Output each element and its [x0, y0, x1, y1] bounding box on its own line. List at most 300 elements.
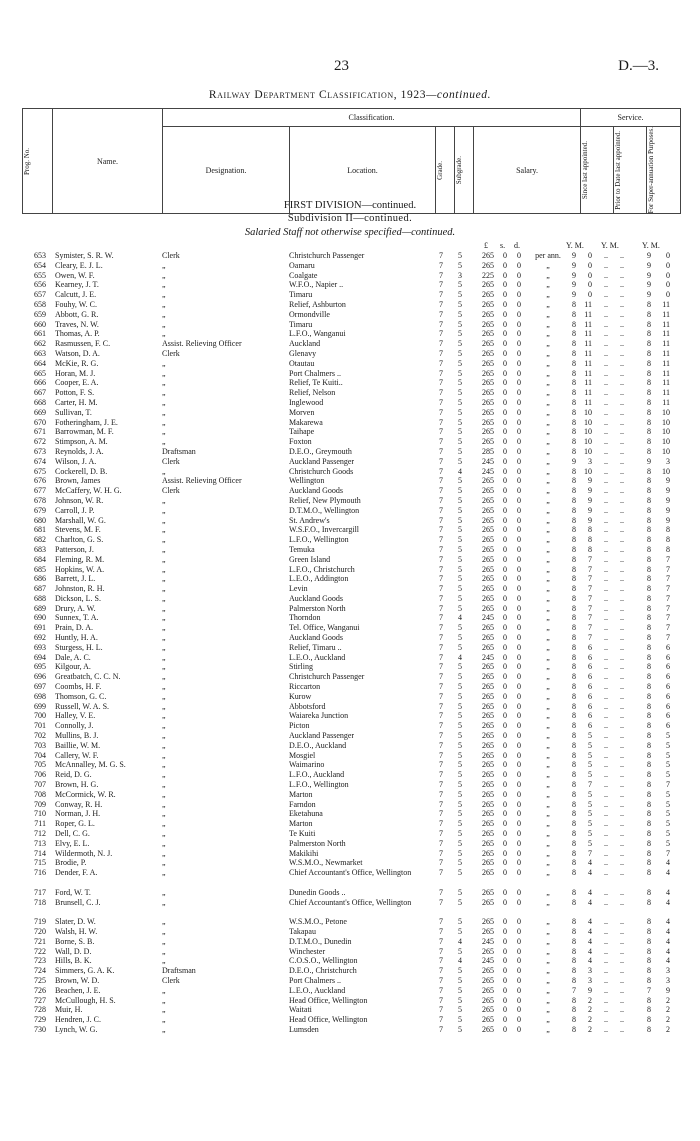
- cell-sal: 265: [482, 995, 494, 1005]
- cell-name: Abbott, G. R.: [55, 309, 99, 319]
- cell-fm: 10: [662, 446, 670, 456]
- cell-gr: 7: [439, 505, 443, 515]
- cell-sm: 11: [584, 388, 592, 398]
- cell-pm: ..: [620, 358, 624, 368]
- cell-fy: 9: [647, 260, 651, 270]
- cell-des: „: [162, 417, 166, 427]
- cell-loc: Tel. Office, Wanganui: [289, 623, 360, 633]
- cell-des: „: [162, 388, 166, 398]
- cell-gr: 7: [439, 339, 443, 349]
- cell-des: „: [162, 437, 166, 447]
- cell-name: Russell, W. A. S.: [55, 701, 110, 711]
- cell-fm: 11: [662, 368, 670, 378]
- cell-sm: 11: [584, 348, 592, 358]
- cell-sal: 265: [482, 251, 494, 260]
- cell-d: 0: [517, 956, 521, 966]
- cell-gr: 7: [439, 407, 443, 417]
- cell-sg: 5: [458, 926, 462, 936]
- cell-sm: 2: [588, 1024, 592, 1034]
- cell-s: 0: [503, 858, 507, 868]
- cell-gr: 7: [439, 858, 443, 868]
- cell-loc: Dunedin Goods ..: [289, 887, 346, 897]
- cell-pm: ..: [620, 446, 624, 456]
- subdivision-heading: Subdivision II—continued.: [287, 213, 413, 224]
- cell-fy: 8: [647, 525, 651, 535]
- cell-name: Callery, W. F.: [55, 750, 99, 760]
- cell-d: 0: [517, 593, 521, 603]
- cell-loc: D.E.O., Christchurch: [289, 966, 357, 976]
- cell-sy: 8: [572, 554, 576, 564]
- cell-d: 0: [517, 603, 521, 613]
- cell-sy: 8: [572, 574, 576, 584]
- cell-gr: 7: [439, 887, 443, 897]
- cell-s: 0: [503, 407, 507, 417]
- cell-sm: 3: [588, 966, 592, 976]
- cell-des: „: [162, 652, 166, 662]
- cell-pm: ..: [620, 633, 624, 643]
- cell-des: „: [162, 1005, 166, 1015]
- cell-no: 707: [34, 780, 46, 790]
- cell-fy: 8: [647, 603, 651, 613]
- cell-sg: 5: [458, 633, 462, 643]
- cell-sg: 5: [458, 290, 462, 300]
- cell-gr: 7: [439, 358, 443, 368]
- cell-sg: 5: [458, 731, 462, 741]
- cell-py: ..: [604, 652, 608, 662]
- cell-s: 0: [503, 466, 507, 476]
- cell-py: ..: [604, 936, 608, 946]
- cell-s: 0: [503, 319, 507, 329]
- cell-sm: 6: [588, 652, 592, 662]
- cell-d: 0: [517, 446, 521, 456]
- cell-sm: 11: [584, 319, 592, 329]
- cell-no: 706: [34, 770, 46, 780]
- cell-d: 0: [517, 701, 521, 711]
- table-row: [0, 868, 700, 888]
- cell-s: 0: [503, 437, 507, 447]
- cell-s: 0: [503, 280, 507, 290]
- cell-sal: 265: [482, 525, 494, 535]
- cell-sal: 245: [482, 466, 494, 476]
- cell-gr: 7: [439, 309, 443, 319]
- table-row: [0, 809, 700, 819]
- cell-name: McCormick, W. R.: [55, 789, 116, 799]
- cell-sm: 7: [588, 613, 592, 623]
- cell-sal: 265: [482, 280, 494, 290]
- cell-fy: 8: [647, 946, 651, 956]
- cell-sal: 265: [482, 564, 494, 574]
- cell-sal: 265: [482, 348, 494, 358]
- cell-fy: 8: [647, 975, 651, 985]
- cell-fm: 4: [666, 926, 670, 936]
- cell-gr: 7: [439, 613, 443, 623]
- cell-name: Stevens, M. F.: [55, 525, 101, 535]
- cell-sy: 8: [572, 486, 576, 496]
- cell-sg: 5: [458, 446, 462, 456]
- cell-s: 0: [503, 662, 507, 672]
- cell-sm: 10: [584, 437, 592, 447]
- cell-no: 664: [34, 358, 46, 368]
- cell-d: 0: [517, 544, 521, 554]
- cell-pm: ..: [620, 280, 624, 290]
- cell-no: 681: [34, 525, 46, 535]
- cell-sal: 265: [482, 985, 494, 995]
- cell-des: „: [162, 887, 166, 897]
- cell-sm: 3: [588, 975, 592, 985]
- cell-loc: Auckland: [289, 339, 321, 349]
- cell-sy: 8: [572, 995, 576, 1005]
- cell-sal: 265: [482, 417, 494, 427]
- cell-per: „: [546, 917, 550, 927]
- cell-sy: 8: [572, 299, 576, 309]
- cell-des: „: [162, 397, 166, 407]
- cell-s: 0: [503, 633, 507, 643]
- cell-d: 0: [517, 936, 521, 946]
- cell-d: 0: [517, 388, 521, 398]
- cell-d: 0: [517, 780, 521, 790]
- cell-loc: Stirling: [289, 662, 314, 672]
- cell-gr: 7: [439, 603, 443, 613]
- cell-sm: 5: [588, 770, 592, 780]
- cell-no: 677: [34, 486, 46, 496]
- cell-sal: 265: [482, 378, 494, 388]
- cell-gr: 7: [439, 427, 443, 437]
- cell-sm: 0: [588, 290, 592, 300]
- table-row: [0, 898, 700, 918]
- cell-pm: ..: [620, 917, 624, 927]
- cell-fy: 7: [647, 985, 651, 995]
- cell-gr: 7: [439, 368, 443, 378]
- cell-gr: 7: [439, 995, 443, 1005]
- cell-gr: 7: [439, 515, 443, 525]
- cell-s: 0: [503, 868, 507, 878]
- cell-s: 0: [503, 476, 507, 486]
- page-title-suffix: —continued.: [426, 89, 492, 101]
- cell-name: Walsh, H. W.: [55, 926, 98, 936]
- cell-per: „: [546, 358, 550, 368]
- cell-sm: 6: [588, 672, 592, 682]
- cell-loc: W.S.M.O., Petone: [289, 917, 347, 927]
- cell-sm: 6: [588, 711, 592, 721]
- cell-sm: 2: [588, 1015, 592, 1025]
- cell-sg: 5: [458, 1024, 462, 1034]
- cell-sal: 265: [482, 662, 494, 672]
- cell-s: 0: [503, 456, 507, 466]
- cell-name: Carroll, J. P.: [55, 505, 95, 515]
- cell-gr: 7: [439, 750, 443, 760]
- table-row: [0, 613, 700, 623]
- cell-no: 720: [34, 926, 46, 936]
- cell-d: 0: [517, 868, 521, 878]
- cell-gr: 7: [439, 760, 443, 770]
- cell-fy: 8: [647, 554, 651, 564]
- cell-sg: 5: [458, 486, 462, 496]
- cell-sal: 265: [482, 476, 494, 486]
- cell-fm: 0: [666, 280, 670, 290]
- cell-des: Assist. Relieving Officer: [162, 476, 242, 486]
- cell-per: „: [546, 956, 550, 966]
- cell-sal: 265: [482, 319, 494, 329]
- cell-per: „: [546, 554, 550, 564]
- cell-d: 0: [517, 917, 521, 927]
- cell-des: „: [162, 829, 166, 839]
- cell-fm: 7: [666, 623, 670, 633]
- cell-des: „: [162, 299, 166, 309]
- cell-gr: 7: [439, 564, 443, 574]
- cell-sm: 4: [588, 897, 592, 907]
- cell-sy: 8: [572, 495, 576, 505]
- cell-d: 0: [517, 319, 521, 329]
- cell-fm: 6: [666, 652, 670, 662]
- cell-sy: 8: [572, 584, 576, 594]
- cell-per: „: [546, 623, 550, 633]
- cell-loc: Makikihi: [289, 848, 319, 858]
- cell-gr: 7: [439, 446, 443, 456]
- cell-sy: 8: [572, 544, 576, 554]
- cell-per: „: [546, 309, 550, 319]
- cell-loc: L.F.O., Wellington: [289, 780, 349, 790]
- cell-per: „: [546, 329, 550, 339]
- cell-fy: 8: [647, 897, 651, 907]
- cell-sm: 4: [588, 956, 592, 966]
- cell-sy: 8: [572, 887, 576, 897]
- cell-sg: 5: [458, 584, 462, 594]
- cell-name: Simmers, G. A. K.: [55, 966, 115, 976]
- cell-loc: Waiareka Junction: [289, 711, 349, 721]
- cell-fy: 9: [647, 270, 651, 280]
- cell-name: Beachen, J. E.: [55, 985, 101, 995]
- table-row: [0, 927, 700, 937]
- cell-py: ..: [604, 407, 608, 417]
- cell-per: „: [546, 388, 550, 398]
- cell-name: Stimpson, A. M.: [55, 437, 108, 447]
- cell-des: „: [162, 642, 166, 652]
- cell-loc: D.E.O., Greymouth: [289, 446, 352, 456]
- cell-sy: 8: [572, 917, 576, 927]
- cell-des: Clerk: [162, 251, 180, 260]
- cell-pm: ..: [620, 525, 624, 535]
- cell-sy: 8: [572, 417, 576, 427]
- cell-pm: ..: [620, 642, 624, 652]
- cell-loc: W.S.M.O., Newmarket: [289, 858, 363, 868]
- cell-py: ..: [604, 956, 608, 966]
- table-row: [0, 947, 700, 957]
- cell-sal: 265: [482, 682, 494, 692]
- cell-name: Sturgess, H. L.: [55, 642, 103, 652]
- cell-sy: 8: [572, 358, 576, 368]
- table-row: [0, 408, 700, 418]
- cell-fm: 5: [666, 789, 670, 799]
- cell-loc: D.E.O., Auckland: [289, 740, 347, 750]
- cell-sg: 5: [458, 701, 462, 711]
- cell-sg: 5: [458, 711, 462, 721]
- cell-per: „: [546, 476, 550, 486]
- cell-s: 0: [503, 358, 507, 368]
- cell-sy: 8: [572, 437, 576, 447]
- cell-name: Halley, V. E.: [55, 711, 96, 721]
- cell-py: ..: [604, 789, 608, 799]
- cell-fm: 5: [666, 838, 670, 848]
- cell-d: 0: [517, 711, 521, 721]
- cell-des: „: [162, 535, 166, 545]
- cell-per: „: [546, 848, 550, 858]
- cell-py: ..: [604, 319, 608, 329]
- cell-no: 729: [34, 1015, 46, 1025]
- cell-per: „: [546, 897, 550, 907]
- cell-py: ..: [604, 486, 608, 496]
- table-row: [0, 329, 700, 339]
- cell-fm: 11: [662, 388, 670, 398]
- cell-no: 680: [34, 515, 46, 525]
- cell-no: 710: [34, 809, 46, 819]
- cell-loc: C.O.S.O., Wellington: [289, 956, 358, 966]
- cell-py: ..: [604, 593, 608, 603]
- cell-name: Elvy, E. L.: [55, 838, 90, 848]
- cell-pm: ..: [620, 789, 624, 799]
- table-row: [0, 682, 700, 692]
- cell-sal: 265: [482, 789, 494, 799]
- cell-des: „: [162, 427, 166, 437]
- cell-sm: 10: [584, 427, 592, 437]
- cell-name: Owen, W. F.: [55, 270, 95, 280]
- cell-name: Potton, F. S.: [55, 388, 95, 398]
- cell-pm: ..: [620, 437, 624, 447]
- cell-name: Marshall, W. G.: [55, 515, 106, 525]
- cell-sal: 265: [482, 731, 494, 741]
- cell-d: 0: [517, 270, 521, 280]
- cell-sy: 8: [572, 476, 576, 486]
- cell-sy: 8: [572, 868, 576, 878]
- cell-d: 0: [517, 838, 521, 848]
- cell-gr: 7: [439, 936, 443, 946]
- cell-pm: ..: [620, 397, 624, 407]
- table-row: [0, 388, 700, 398]
- cell-d: 0: [517, 740, 521, 750]
- cell-sg: 5: [458, 574, 462, 584]
- cell-sm: 8: [588, 535, 592, 545]
- cell-name: McCullough, H. S.: [55, 995, 116, 1005]
- header-name: Name.: [53, 109, 163, 214]
- cell-fy: 8: [647, 329, 651, 339]
- cell-sal: 265: [482, 809, 494, 819]
- cell-fm: 10: [662, 417, 670, 427]
- cell-sy: 8: [572, 613, 576, 623]
- cell-sal: 265: [482, 329, 494, 339]
- cell-no: 691: [34, 623, 46, 633]
- cell-fm: 2: [666, 1015, 670, 1025]
- cell-py: ..: [604, 985, 608, 995]
- cell-py: ..: [604, 1024, 608, 1034]
- header-prior-to: Prior to Date last appointed.: [614, 127, 647, 214]
- cell-fm: 5: [666, 731, 670, 741]
- cell-py: ..: [604, 760, 608, 770]
- cell-py: ..: [604, 251, 608, 260]
- cell-pm: ..: [620, 936, 624, 946]
- cell-name: Norman, J. H.: [55, 809, 101, 819]
- table-row: [0, 633, 700, 643]
- cell-fm: 3: [666, 966, 670, 976]
- cell-d: 0: [517, 682, 521, 692]
- cell-sm: 10: [584, 466, 592, 476]
- cell-py: ..: [604, 682, 608, 692]
- cell-des: „: [162, 789, 166, 799]
- header-classification: Classification.: [163, 109, 581, 127]
- cell-pm: ..: [620, 260, 624, 270]
- cell-sy: 8: [572, 515, 576, 525]
- cell-fm: 11: [662, 358, 670, 368]
- cell-s: 0: [503, 623, 507, 633]
- cell-sg: 5: [458, 476, 462, 486]
- cell-des: „: [162, 593, 166, 603]
- cell-sm: 6: [588, 691, 592, 701]
- cell-py: ..: [604, 633, 608, 643]
- cell-des: Draftsman: [162, 446, 196, 456]
- table-row: [0, 672, 700, 682]
- cell-s: 0: [503, 701, 507, 711]
- cell-gr: 7: [439, 623, 443, 633]
- cell-fy: 8: [647, 319, 651, 329]
- cell-loc: L.E.O., Addington: [289, 574, 349, 584]
- cell-name: Reynolds, J. A.: [55, 446, 104, 456]
- cell-loc: Picton: [289, 721, 310, 731]
- cell-name: Thomas, A. P.: [55, 329, 100, 339]
- cell-sal: 265: [482, 975, 494, 985]
- cell-sm: 6: [588, 701, 592, 711]
- cell-sm: 8: [588, 525, 592, 535]
- cell-sm: 6: [588, 721, 592, 731]
- cell-fy: 8: [647, 417, 651, 427]
- cell-des: „: [162, 407, 166, 417]
- cell-fy: 8: [647, 574, 651, 584]
- cell-pm: ..: [620, 593, 624, 603]
- cell-loc: Eketahuna: [289, 809, 323, 819]
- cell-py: ..: [604, 348, 608, 358]
- cell-sal: 265: [482, 584, 494, 594]
- cell-py: ..: [604, 691, 608, 701]
- cell-s: 0: [503, 417, 507, 427]
- cell-sal: 245: [482, 956, 494, 966]
- cell-loc: Auckland Goods: [289, 593, 343, 603]
- cell-des: „: [162, 495, 166, 505]
- cell-sy: 8: [572, 535, 576, 545]
- page-title: [0, 89, 700, 101]
- cell-per: „: [546, 926, 550, 936]
- cell-sg: 5: [458, 740, 462, 750]
- table-row: [0, 467, 700, 477]
- cell-sy: 8: [572, 672, 576, 682]
- cell-s: 0: [503, 760, 507, 770]
- cell-sal: 265: [482, 701, 494, 711]
- cell-sy: 8: [572, 946, 576, 956]
- cell-sy: 8: [572, 642, 576, 652]
- cell-py: ..: [604, 780, 608, 790]
- cell-fm: 7: [666, 593, 670, 603]
- table-row: [0, 476, 700, 486]
- cell-gr: 7: [439, 770, 443, 780]
- cell-fm: 7: [666, 603, 670, 613]
- cell-gr: 7: [439, 799, 443, 809]
- cell-py: ..: [604, 329, 608, 339]
- cell-per: „: [546, 966, 550, 976]
- cell-s: 0: [503, 339, 507, 349]
- cell-fm: 4: [666, 946, 670, 956]
- table-row: [0, 829, 700, 839]
- cell-sal: 265: [482, 1015, 494, 1025]
- cell-sm: 11: [584, 358, 592, 368]
- cell-sm: 7: [588, 584, 592, 594]
- cell-sy: 9: [572, 456, 576, 466]
- cell-sal: 265: [482, 290, 494, 300]
